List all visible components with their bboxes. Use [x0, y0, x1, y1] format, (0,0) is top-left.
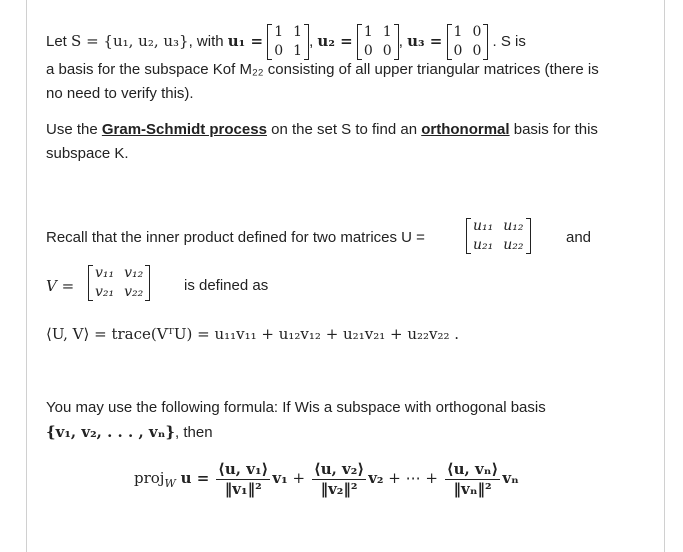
matrix-cell: v₂₂ [124, 284, 144, 300]
fraction-numerator: ⟨u, v₂⟩ [313, 459, 365, 478]
task-line-2: subspace K. [46, 145, 129, 162]
matrix-v-wrap [88, 265, 150, 301]
matrix-cell: v₁₂ [124, 265, 144, 281]
term-vector: v₂ [368, 469, 384, 487]
matrix-cell: 1 [363, 24, 373, 40]
matrix-cell: u₁₂ [503, 218, 524, 234]
matrix-u2 [357, 24, 399, 60]
matrix-cell: 1 [382, 24, 392, 40]
then-text: , then [175, 424, 213, 441]
recall-text: Recall that the inner product defined for two matrices U = [46, 229, 425, 246]
basis-set: {v₁, v₂, . . . , vₙ} [46, 423, 176, 441]
fraction-denominator: ‖v₁‖² [224, 479, 262, 498]
and-text: and [566, 229, 592, 246]
matrix-cell: 0 [274, 43, 284, 59]
let-text: Let [46, 32, 67, 50]
task-text: basis for this [513, 121, 598, 138]
v-label [46, 276, 74, 297]
operator: + [292, 469, 306, 487]
matrix-cell: 1 [293, 43, 303, 59]
matrix-cell: 0 [382, 43, 392, 59]
intro-line-2: a basis for the subspace Kof M₂₂ consisting of all upper triangular matrices (there is [46, 61, 599, 78]
projection-intro-line-1: You may use the following formula: If Wis a subspace with orthogonal basis [46, 399, 546, 416]
term-vector: v₁ [272, 469, 288, 487]
fraction-numerator: ⟨u, vₙ⟩ [446, 459, 499, 478]
matrix-u1 [267, 24, 309, 60]
matrix-cell: 1 [274, 24, 284, 40]
fraction-term-n [445, 460, 501, 499]
matrix-cell: 1 [293, 24, 303, 40]
fraction-denominator: ‖v₂‖² [320, 479, 358, 498]
inner-product-formula: ⟨U, V⟩ = trace(VᵀU) = u₁₁v₁₁ + u₁₂v₁₂ + u₂₁v₂₁ + u₂₂v₂₂ . [46, 325, 460, 343]
projection-intro-line-2 [46, 422, 213, 443]
matrix-cell: 0 [363, 43, 373, 59]
fraction-term-1 [216, 460, 270, 499]
matrix-cell: u₂₁ [473, 237, 494, 253]
left-border [26, 0, 27, 552]
term-vector: vₙ [502, 469, 519, 487]
matrix-cell: 1 [453, 24, 463, 40]
task-line-1 [46, 120, 598, 140]
u2-label: u₂ = [317, 31, 353, 50]
u1-label: u₁ = [227, 31, 264, 50]
with-text: , with [188, 32, 224, 50]
matrix-u-wrap [466, 218, 531, 254]
matrix-cell: 0 [472, 43, 482, 59]
task-text: Use the [46, 121, 98, 138]
s-is-text: . S is [492, 32, 526, 50]
gram-schmidt-link[interactable]: Gram-Schmidt process [101, 121, 267, 138]
matrix-cell: 0 [453, 43, 463, 59]
orthonormal-link[interactable]: orthonormal [421, 121, 510, 138]
matrix-cell: 0 [472, 24, 482, 40]
task-text: on the set S to find an [271, 121, 418, 138]
intro-line-3: no need to verify this). [46, 85, 194, 102]
matrix-cell: v₂₁ [95, 284, 115, 300]
is-defined-text: is defined as [184, 277, 269, 294]
fraction-numerator: ⟨u, v₁⟩ [218, 459, 269, 478]
v-label-text: V = [46, 277, 75, 295]
set-expression: S = {u₁, u₂, u₃} [71, 31, 189, 50]
matrix-cell: v₁₁ [95, 265, 115, 281]
proj-subscript: W [164, 477, 176, 490]
right-border [664, 0, 665, 552]
matrix-V [88, 265, 150, 301]
matrix-cell: u₂₂ [503, 237, 524, 253]
u3-label: u₃ = [407, 31, 443, 50]
matrix-cell: u₁₁ [473, 218, 494, 234]
matrix-U [466, 218, 531, 254]
proj-text: proj [134, 469, 165, 487]
fraction-denominator: ‖vₙ‖² [453, 479, 492, 498]
matrix-u3 [447, 24, 489, 60]
operator: + ⋯ + [388, 469, 438, 487]
fraction-term-2 [312, 460, 366, 499]
intro-line-1: Let S = {u₁, u₂, u₃}, with u₁ = 1 1 0 1 , u₂ = 1 1 0 0 , u₃ = 1 0 0 0 . S is [46, 24, 526, 59]
proj-vector: u = [180, 469, 210, 487]
projection-formula [134, 456, 519, 500]
